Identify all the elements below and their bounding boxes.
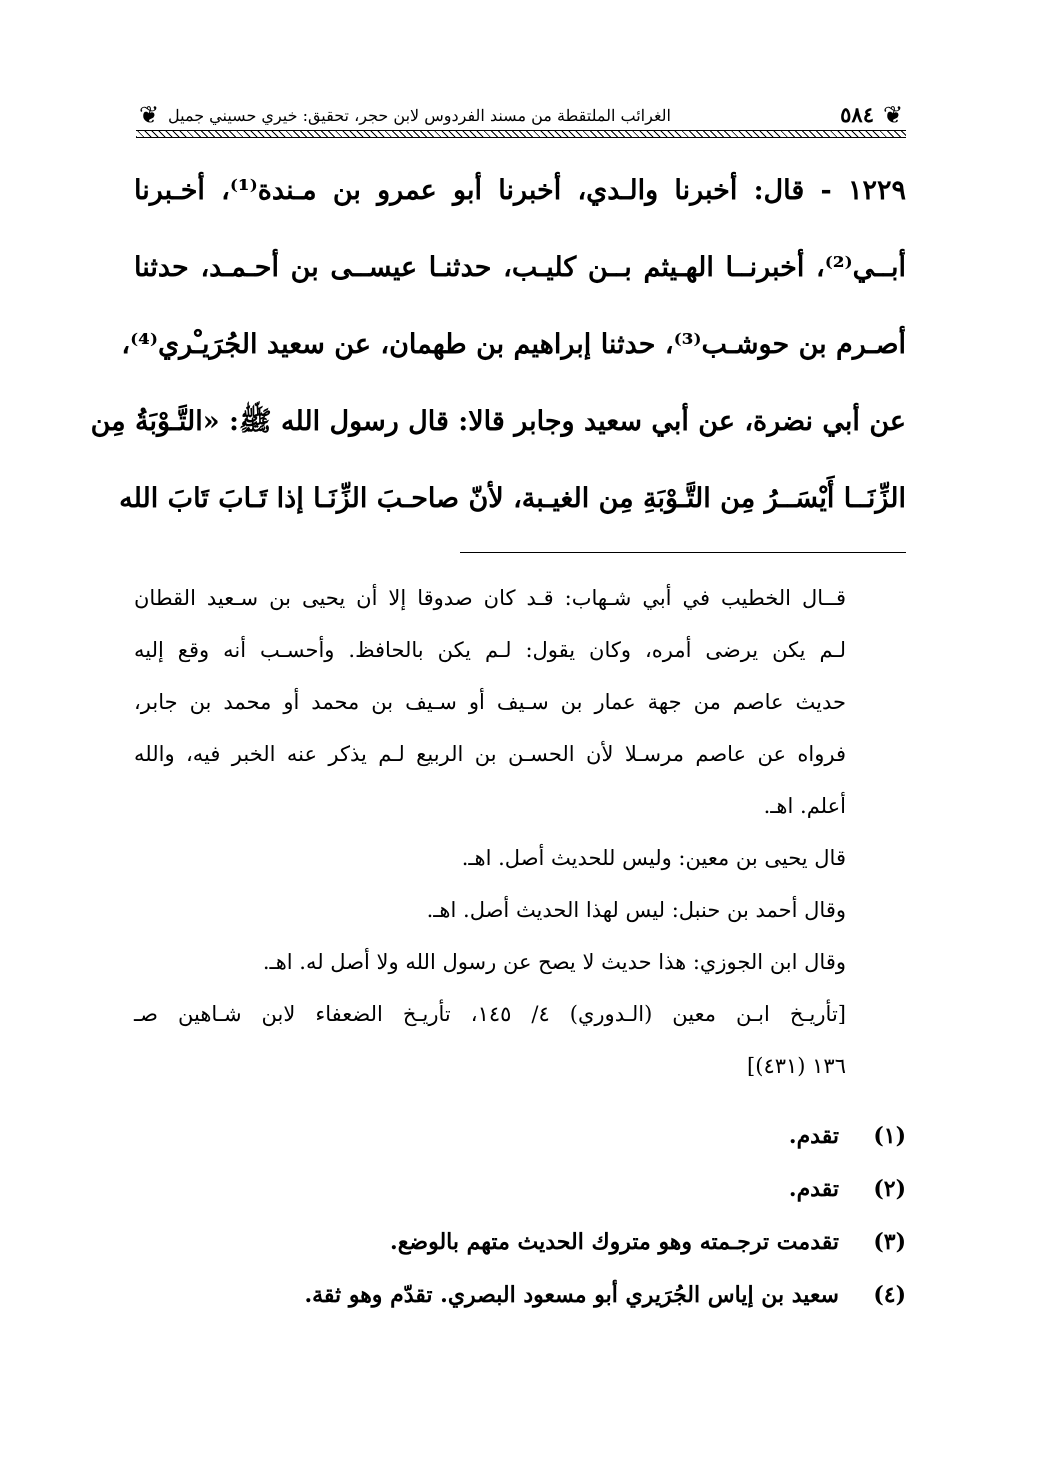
commentary-line: فرواه عن عاصم مرسـلا لأن الحسـن بن الربيع لـم يذكر عنه الخبر فيه، والله xyxy=(134,742,846,766)
footnote-text: تقدم. xyxy=(788,1123,839,1149)
text-line: عن أبي نضرة، عن أبي سعيد وجابر قالا: قال رسول الله ﷺ: «التَّـوْبَةُ مِن xyxy=(90,406,906,437)
hadith-text xyxy=(90,152,907,537)
footnote-text: سعيد بن إياس الجُرَيري أبو مسعود البصري. تقدّم وهو ثقة. xyxy=(304,1282,839,1308)
header-rule xyxy=(136,130,906,138)
footnote-item xyxy=(134,1112,906,1165)
text-line: الزِّنَــا أَيْسَــرُ مِن التَّـوْبَةِ مِن الغيـبة، لأنّ صاحـبَ الزِّنَـا إذا تَـابَ تَابَ الله xyxy=(119,483,906,514)
commentary-line: لـم يكن يرضى أمره، وكان يقول: لـم يكن بالحافظ. وأحسـب أنه وقع إليه xyxy=(134,638,846,662)
commentary-line: وقال أحمد بن حنبل: ليس لهذا الحديث أصل. اهـ. xyxy=(426,898,846,922)
text-line: ١٢٢٩ - قال: أخبرنا والـدي، أخبرنا أبو عمرو بن مـندة⁽¹⁾، أخـبرنا xyxy=(134,175,907,206)
commentary-line: وقال ابن الجوزي: هذا حديث لا يصح عن رسول الله ولا أصل له. اهـ. xyxy=(262,950,846,974)
footnote-number: (٣) xyxy=(873,1229,906,1255)
footnote-separator xyxy=(460,552,906,553)
commentary-line: قال يحيى بن معين: وليس للحديث أصل. اهـ. xyxy=(461,846,846,870)
page-number: ٥٨٤ xyxy=(840,102,874,127)
commentary-line: ١٣٦ (٤٣١)] xyxy=(747,1054,846,1078)
ornament-icon: ❦ xyxy=(138,101,160,129)
footnote-text: تقدمت ترجـمته وهو متروك الحديث متهم بالوضع. xyxy=(390,1229,839,1255)
running-title: الغرائب الملتقطة من مسند الفردوس لابن حجر، تحقيق: خيري حسيني جميل xyxy=(168,106,671,125)
commentary-line: قــال الخطيب في أبي شـهاب: قـد كان صدوقا إلا أن يحيى بن سـعيد القطان xyxy=(134,586,846,610)
footnote-item xyxy=(134,1271,906,1324)
ornament-icon: ❦ xyxy=(882,101,904,129)
commentary-line: حديث عاصم من جهة عمار بن سـيف أو سـيف بن محمد أو محمد بن جابر، xyxy=(134,690,846,714)
footnote-item xyxy=(134,1218,906,1271)
footnote-number: (٤) xyxy=(873,1282,906,1308)
footnote-text: تقدم. xyxy=(788,1176,839,1202)
page-header xyxy=(136,100,906,136)
footnote-number: (١) xyxy=(873,1123,906,1149)
commentary-line: أعلم. اهـ. xyxy=(763,794,846,818)
footnotes xyxy=(134,1112,906,1324)
text-line: أصـرم بن حوشـب⁽³⁾، حدثنا إبراهيم بن طهمان، عن سعيد الجُرَيـْري⁽⁴⁾، xyxy=(121,329,906,360)
text-line: أبــي⁽²⁾، أخبرنــا الهـيثم بــن كليـب، حدثنـا عيســى بن أحـمـد، حدثنا xyxy=(134,252,906,283)
footnote-number: (٢) xyxy=(873,1176,906,1202)
footnote-item xyxy=(134,1165,906,1218)
commentary-block xyxy=(134,572,846,1092)
commentary-line: [تأريـخ ابـن معين (الـدوري) ٤/ ١٤٥، تأريـخ الضعفاء لابن شـاهين صـ xyxy=(134,1002,846,1026)
